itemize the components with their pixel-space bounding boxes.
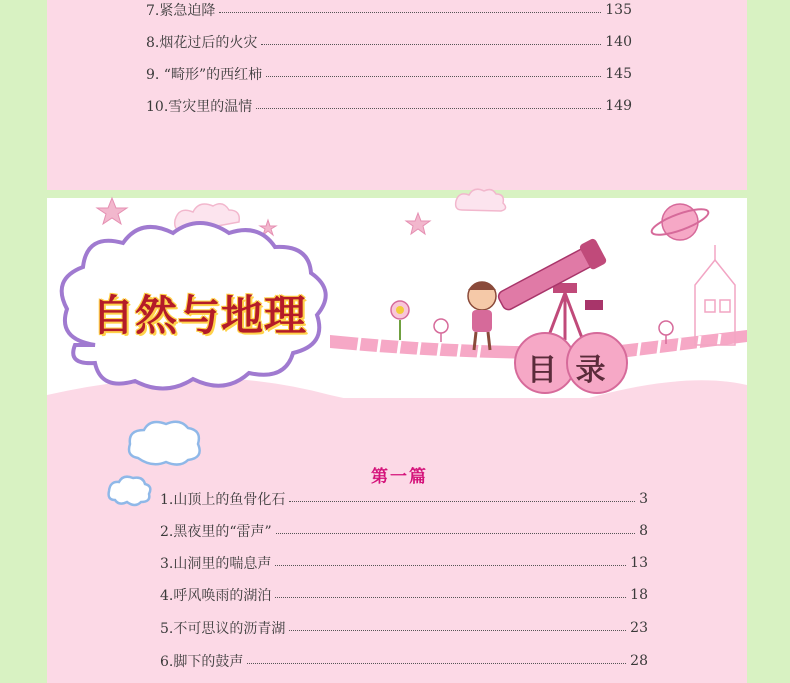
toc-item-label: 1.山顶上的鱼骨化石 [160,492,286,508]
toc-leader-dots [247,662,626,664]
chapter-title: 自然与地理 [92,291,308,340]
toc-item-page: 145 [605,66,632,82]
toc-leader-dots [275,564,626,566]
toc-item-label: 10.雪灾里的温情 [146,99,253,115]
toc-item-label: 4.呼风唤雨的湖泊 [160,588,272,604]
star-icon [406,213,430,234]
toc-leader-dots [289,500,635,502]
toc-item[interactable] [160,552,648,574]
toc-item-label: 7.紧急迫降 [146,3,216,19]
star-icon [97,198,127,224]
toc-item-label: 3.山洞里的喘息声 [160,556,272,572]
section-title: 第一篇 [371,467,428,487]
toc-item-page: 23 [630,620,648,636]
planet-icon [649,204,711,240]
toc-item-label: 6.脚下的鼓声 [160,654,244,670]
toc-item[interactable] [160,520,648,542]
toc-item-page: 149 [605,98,632,114]
toc-heading: 目 录 [527,353,610,388]
toc-item-page: 13 [630,555,648,571]
flower-icon [391,301,409,340]
toc-item-label: 5.不可思议的沥青湖 [160,621,286,637]
toc-leader-dots [276,532,635,534]
pink-cloud-decorations [175,189,506,232]
toc-item-page: 135 [605,2,632,18]
toc-item-label: 2.黑夜里的“雷声” [160,524,272,540]
toc-item-page: 8 [639,523,648,539]
toc-item-page: 140 [605,34,632,50]
toc-item[interactable] [160,617,648,639]
toc-item-page: 18 [630,587,648,603]
toc-item-page: 3 [639,491,648,507]
toc-item[interactable] [160,650,648,672]
toc-item-page: 28 [630,653,648,669]
toc-leader-dots [289,629,626,631]
toc-item-label: 8.烟花过后的火灾 [146,35,258,51]
toc-leader-dots [275,596,626,598]
toc-item[interactable] [160,488,648,510]
toc-item[interactable] [160,584,648,606]
toc-item-label: 9. “畸形”的西红柿 [146,67,263,83]
house-outline-icon [695,245,735,345]
